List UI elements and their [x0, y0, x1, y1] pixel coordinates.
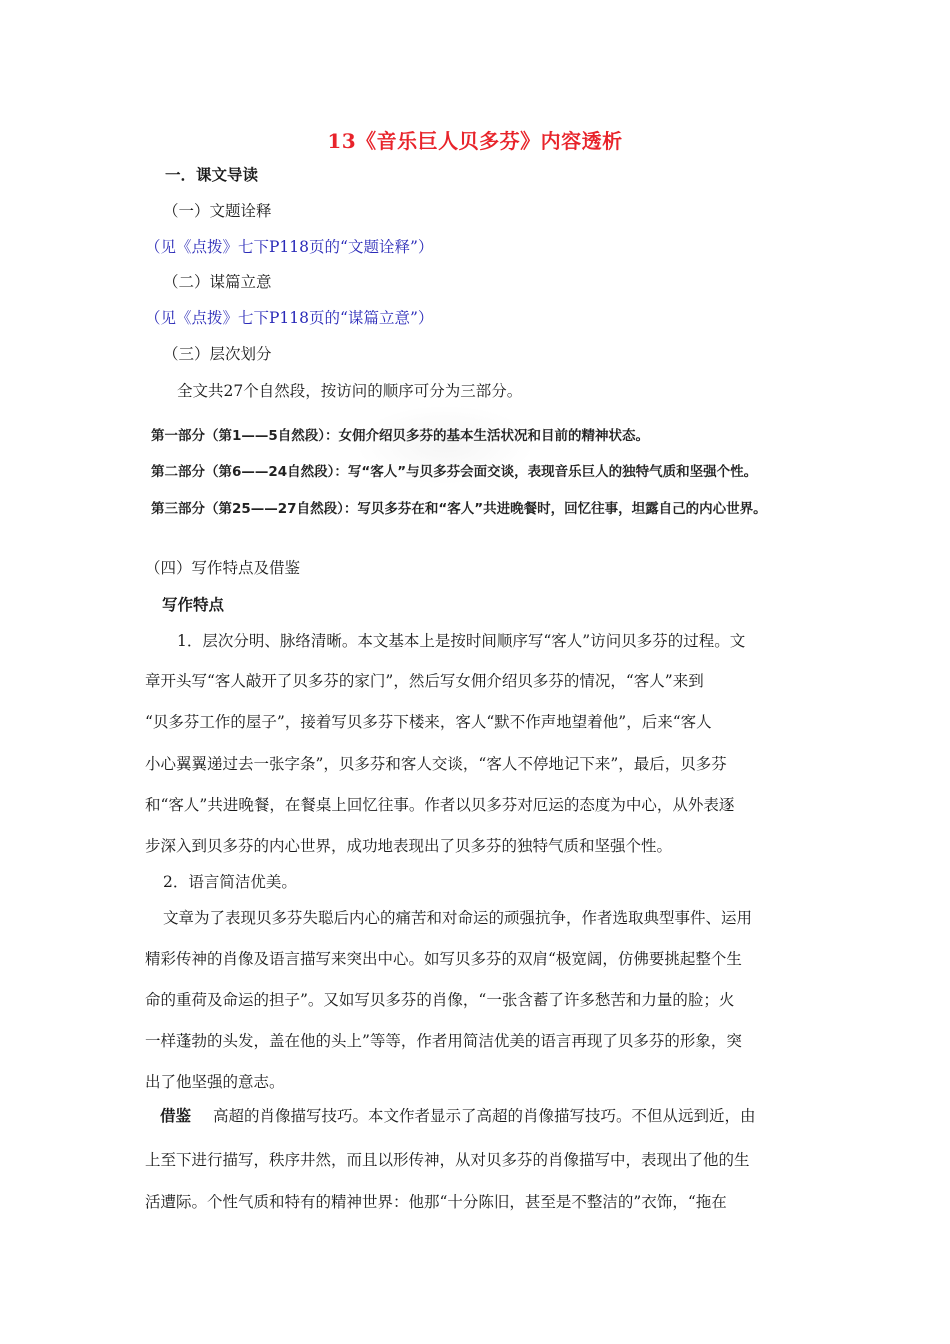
- page-title: 13《音乐巨人贝多芬》内容透析: [327, 129, 623, 153]
- part-2: 第二部分（第6——24自然段）：写“客人”与贝多芬会面交谈，表现音乐巨人的独特气质和坚强个性。: [151, 464, 758, 480]
- para2-line: 精彩传神的肖像及语言描写来突出中心。如写贝多芬的双肩“极宽阔，仿佛要挑起整个生: [145, 950, 742, 968]
- para1-line: “贝多芬工作的屋子”，接着写贝多芬下楼来，客人“默不作声地望着他”，后来“客人: [145, 713, 712, 731]
- para1-line: 步深入到贝多芬的内心世界，成功地表现出了贝多芬的独特气质和坚强个性。: [145, 837, 673, 855]
- para3-line: 活遭际。个性气质和特有的精神世界：他那“十分陈旧，甚至是不整洁的”衣饰，“拖在: [145, 1193, 727, 1211]
- para1-line: 小心翼翼递过去一张字条”，贝多芬和客人交谈，“客人不停地记下来”，最后，贝多芬: [145, 755, 727, 773]
- section-heading-1: 一．课文导读: [165, 165, 259, 184]
- part-3: 第三部分（第25——27自然段）：写贝多芬在和“客人”共进晚餐时，回忆往事，坦露自己的内心世界。: [151, 501, 767, 517]
- para3-line: 高超的肖像描写技巧。本文作者显示了高超的肖像描写技巧。不但从远到近，由: [213, 1107, 756, 1125]
- para2-line: 出了他坚强的意志。: [145, 1073, 285, 1091]
- para2-line: 一样蓬勃的头发，盖在他的头上”等等，作者用简洁优美的语言再现了贝多芬的形象，突: [145, 1032, 742, 1050]
- para1-line: 1．层次分明、脉络清晰。本文基本上是按时间顺序写“客人”访问贝多芬的过程。文: [177, 632, 746, 650]
- overview-text: 全文共27个自然段，按访问的顺序可分为三部分。: [177, 382, 523, 400]
- para1-line: 章开头写“客人敲开了贝多芬的家门”，然后写女佣介绍贝多芬的情况，“客人”来到: [145, 672, 704, 690]
- reference-1: （见《点拨》七下P118页的“文题诠释”）: [145, 238, 434, 256]
- borrow-label: 借鉴: [160, 1106, 192, 1125]
- subheading-2: （二）谋篇立意: [163, 273, 272, 291]
- features-heading: 写作特点: [162, 595, 225, 614]
- para3-line: 上至下进行描写，秩序井然，而且以形传神，从对贝多芬的肖像描写中，表现出了他的生: [145, 1151, 750, 1169]
- para2-line: 文章为了表现贝多芬失聪后内心的痛苦和对命运的顽强抗争，作者选取典型事件、运用: [163, 909, 753, 927]
- subheading-3: （三）层次划分: [163, 345, 272, 363]
- para1-line: 和“客人”共进晚餐，在餐桌上回忆往事。作者以贝多芬对厄运的态度为中心，从外表逐: [145, 796, 735, 814]
- point-2: 2．语言简洁优美。: [163, 873, 297, 891]
- part-1: 第一部分（第1——5自然段）：女佣介绍贝多芬的基本生活状况和目前的精神状态。: [151, 428, 650, 444]
- subheading-1: （一）文题诠释: [163, 202, 272, 220]
- reference-2: （见《点拨》七下P118页的“谋篇立意”）: [145, 309, 434, 327]
- subheading-4: （四）写作特点及借鉴: [145, 559, 301, 577]
- para2-line: 命的重荷及命运的担子”。又如写贝多芬的肖像，“一张含蓄了许多愁苦和力量的脸；火: [145, 991, 735, 1009]
